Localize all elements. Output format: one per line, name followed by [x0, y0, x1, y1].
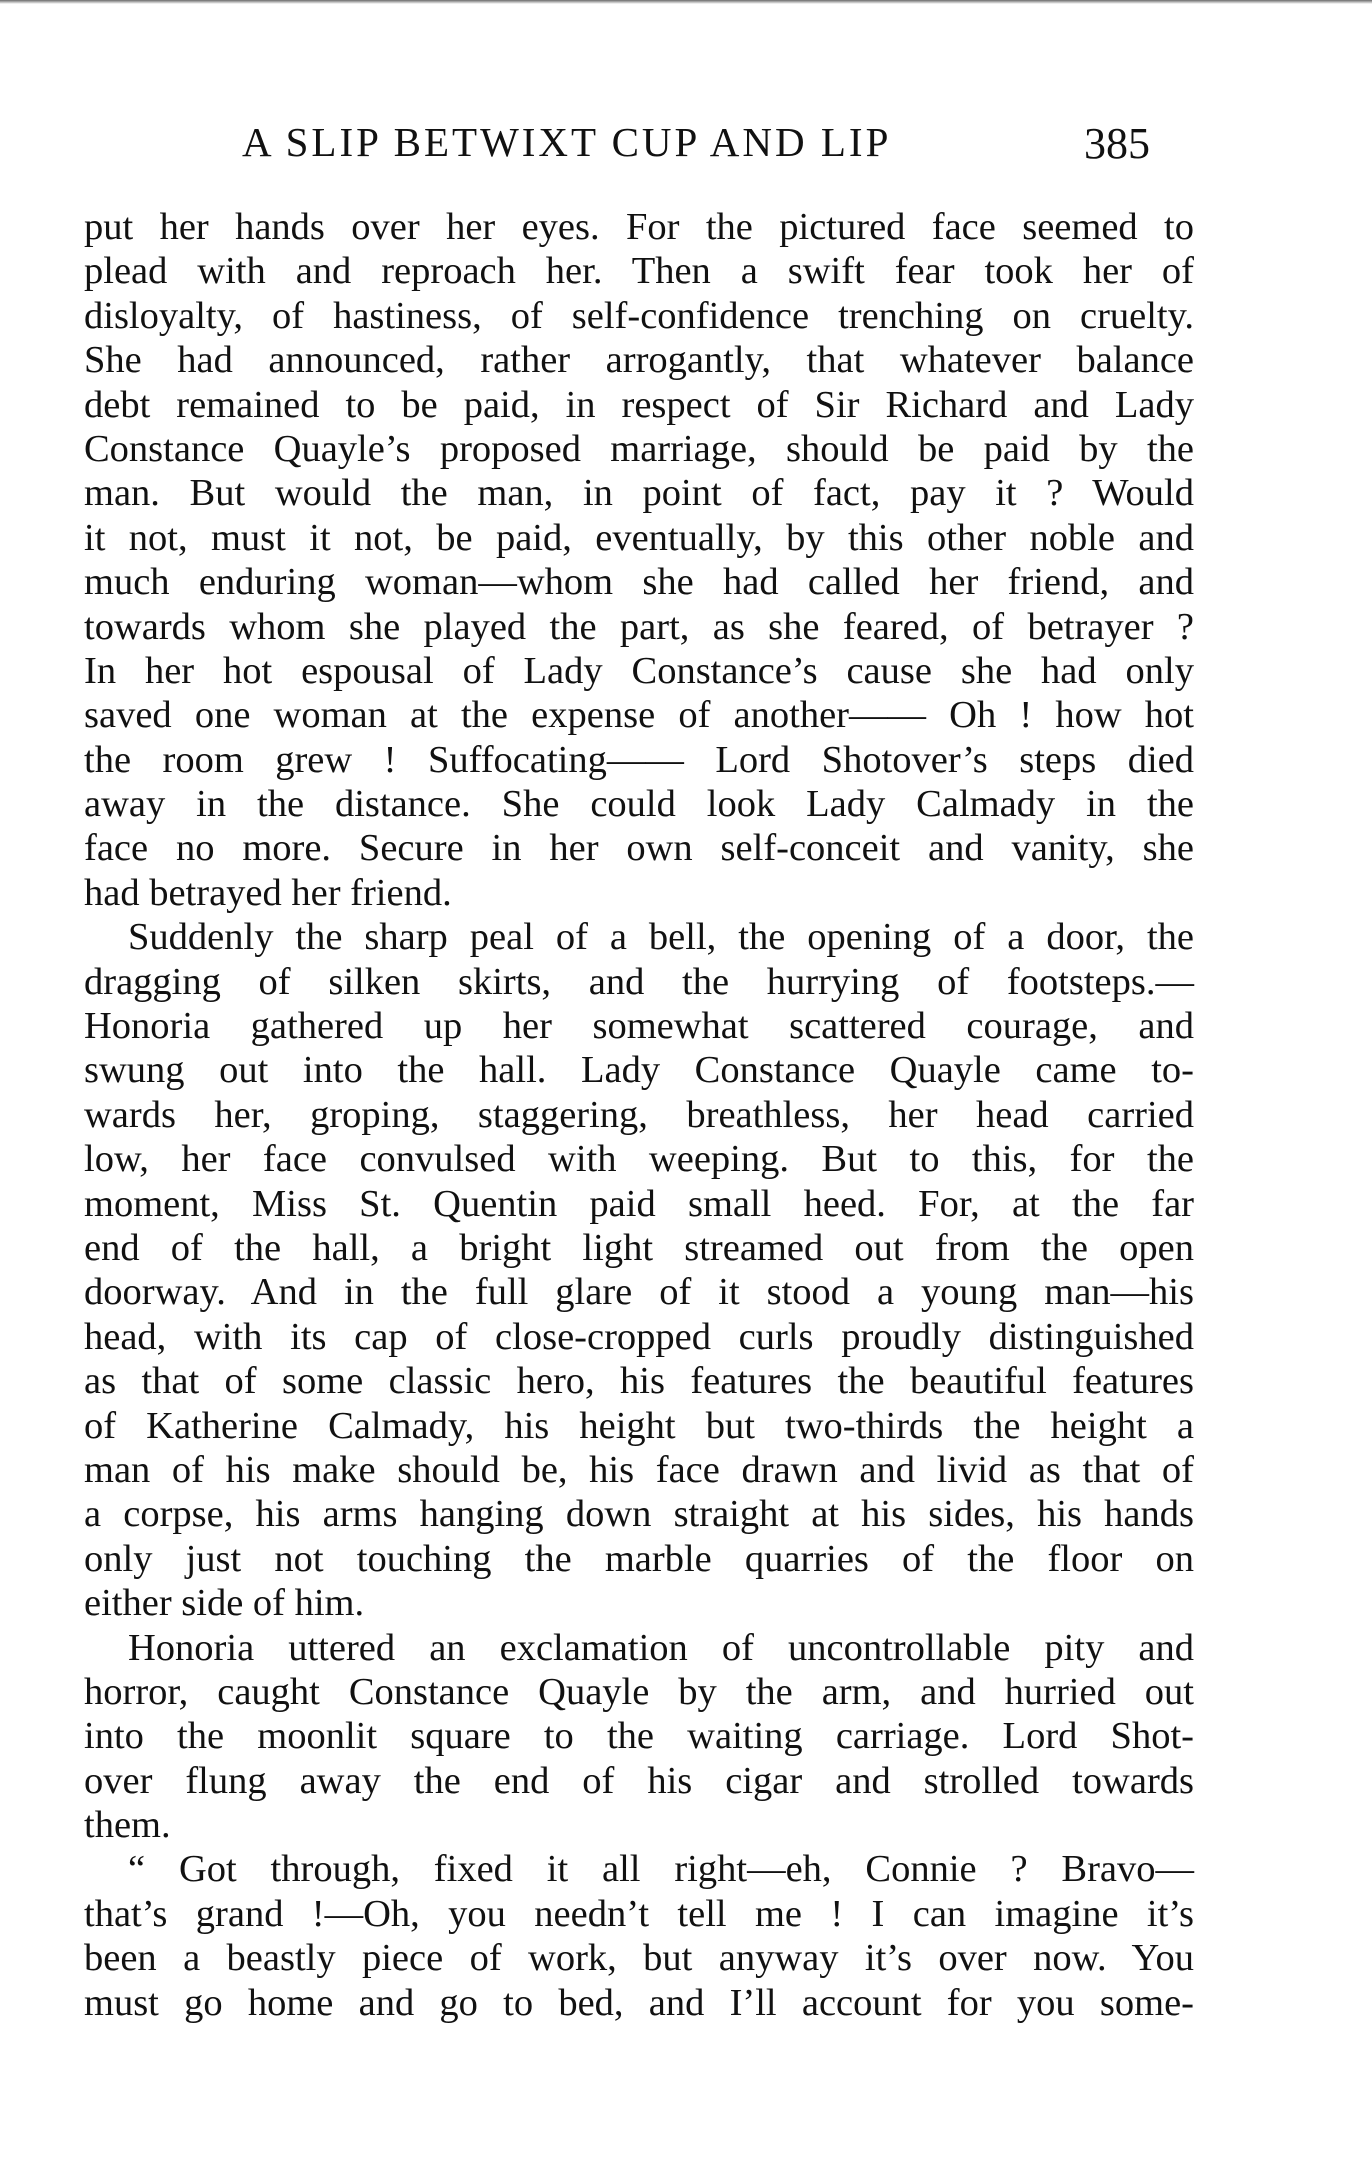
text-line: that’s grand !—Oh, you needn’t tell me ! I can imagine it’s: [84, 1892, 1194, 1935]
text-line: over flung away the end of his cigar and strolled towards: [84, 1759, 1194, 1802]
text-line: dragging of silken skirts, and the hurrying of footsteps.—: [84, 960, 1194, 1003]
text-line: moment, Miss St. Quentin paid small heed. For, at the far: [84, 1182, 1194, 1225]
text-line: low, her face convulsed with weeping. But to this, for the: [84, 1138, 1194, 1181]
text-line: of Katherine Calmady, his height but two-thirds the height a: [84, 1404, 1194, 1447]
running-head: [84, 118, 1184, 178]
text-line: a corpse, his arms hanging down straight at his sides, his hands: [84, 1493, 1194, 1536]
text-line: saved one woman at the expense of another—— Oh ! how hot: [84, 694, 1194, 737]
text-line: away in the distance. She could look Lady Calmady in the: [84, 783, 1194, 826]
page-number: 385: [1084, 119, 1150, 168]
text-line: horror, caught Constance Quayle by the arm, and hurried out: [84, 1670, 1194, 1713]
text-line: man. But would the man, in point of fact, pay it ? Would: [84, 472, 1194, 515]
text-line: must go home and go to bed, and I’ll account for you some-: [84, 1981, 1194, 2024]
text-line: doorway. And in the full glare of it stood a young man—his: [84, 1271, 1194, 1314]
text-line: much enduring woman—whom she had called her friend, and: [84, 561, 1194, 604]
text-line: been a beastly piece of work, but anyway it’s over now. You: [84, 1937, 1194, 1980]
text-line: put her hands over her eyes. For the pictured face seemed to: [84, 206, 1194, 248]
text-line: wards her, groping, staggering, breathless, her head carried: [84, 1093, 1194, 1136]
text-line: plead with and reproach her. Then a swift fear took her of: [84, 250, 1194, 293]
text-line: She had announced, rather arrogantly, that whatever balance: [84, 339, 1194, 382]
text-line: into the moonlit square to the waiting carriage. Lord Shot-: [84, 1715, 1194, 1758]
text-line: them.: [84, 1804, 171, 1847]
running-title: A SLIP BETWIXT CUP AND LIP: [242, 119, 892, 165]
text-line: Honoria uttered an exclamation of uncontrollable pity and: [128, 1626, 1194, 1669]
text-line: In her hot espousal of Lady Constance’s cause she had only: [84, 649, 1194, 692]
text-line: as that of some classic hero, his features the beautiful features: [84, 1360, 1194, 1403]
text-line: “ Got through, fixed it all right—eh, Connie ? Bravo—: [128, 1848, 1194, 1891]
text-line: towards whom she played the part, as she feared, of betrayer ?: [84, 605, 1194, 648]
text-line: either side of him.: [84, 1582, 365, 1625]
text-line: man of his make should be, his face drawn and livid as that of: [84, 1448, 1194, 1491]
text-line: only just not touching the marble quarries of the floor on: [84, 1537, 1194, 1580]
body-text: [84, 205, 1194, 2025]
text-line: swung out into the hall. Lady Constance Quayle came to-: [84, 1049, 1194, 1092]
text-line: it not, must it not, be paid, eventually, by this other noble and: [84, 516, 1194, 559]
text-line: face no more. Secure in her own self-conceit and vanity, she: [84, 827, 1194, 870]
text-line: Honoria gathered up her somewhat scattered courage, and: [84, 1005, 1194, 1048]
text-line: Suddenly the sharp peal of a bell, the opening of a door, the: [128, 916, 1194, 959]
page-edge-shadow: [0, 0, 1372, 4]
text-line: head, with its cap of close-cropped curls proudly distinguished: [84, 1315, 1194, 1358]
text-line: the room grew ! Suffocating—— Lord Shotover’s steps died: [84, 738, 1194, 781]
text-line: Constance Quayle’s proposed marriage, should be paid by the: [84, 427, 1194, 470]
text-line: disloyalty, of hastiness, of self-confidence trenching on cruelty.: [84, 294, 1194, 337]
text-line: had betrayed her friend.: [84, 871, 452, 914]
text-line: end of the hall, a bright light streamed out from the open: [84, 1226, 1194, 1269]
text-line: debt remained to be paid, in respect of Sir Richard and Lady: [84, 383, 1194, 426]
